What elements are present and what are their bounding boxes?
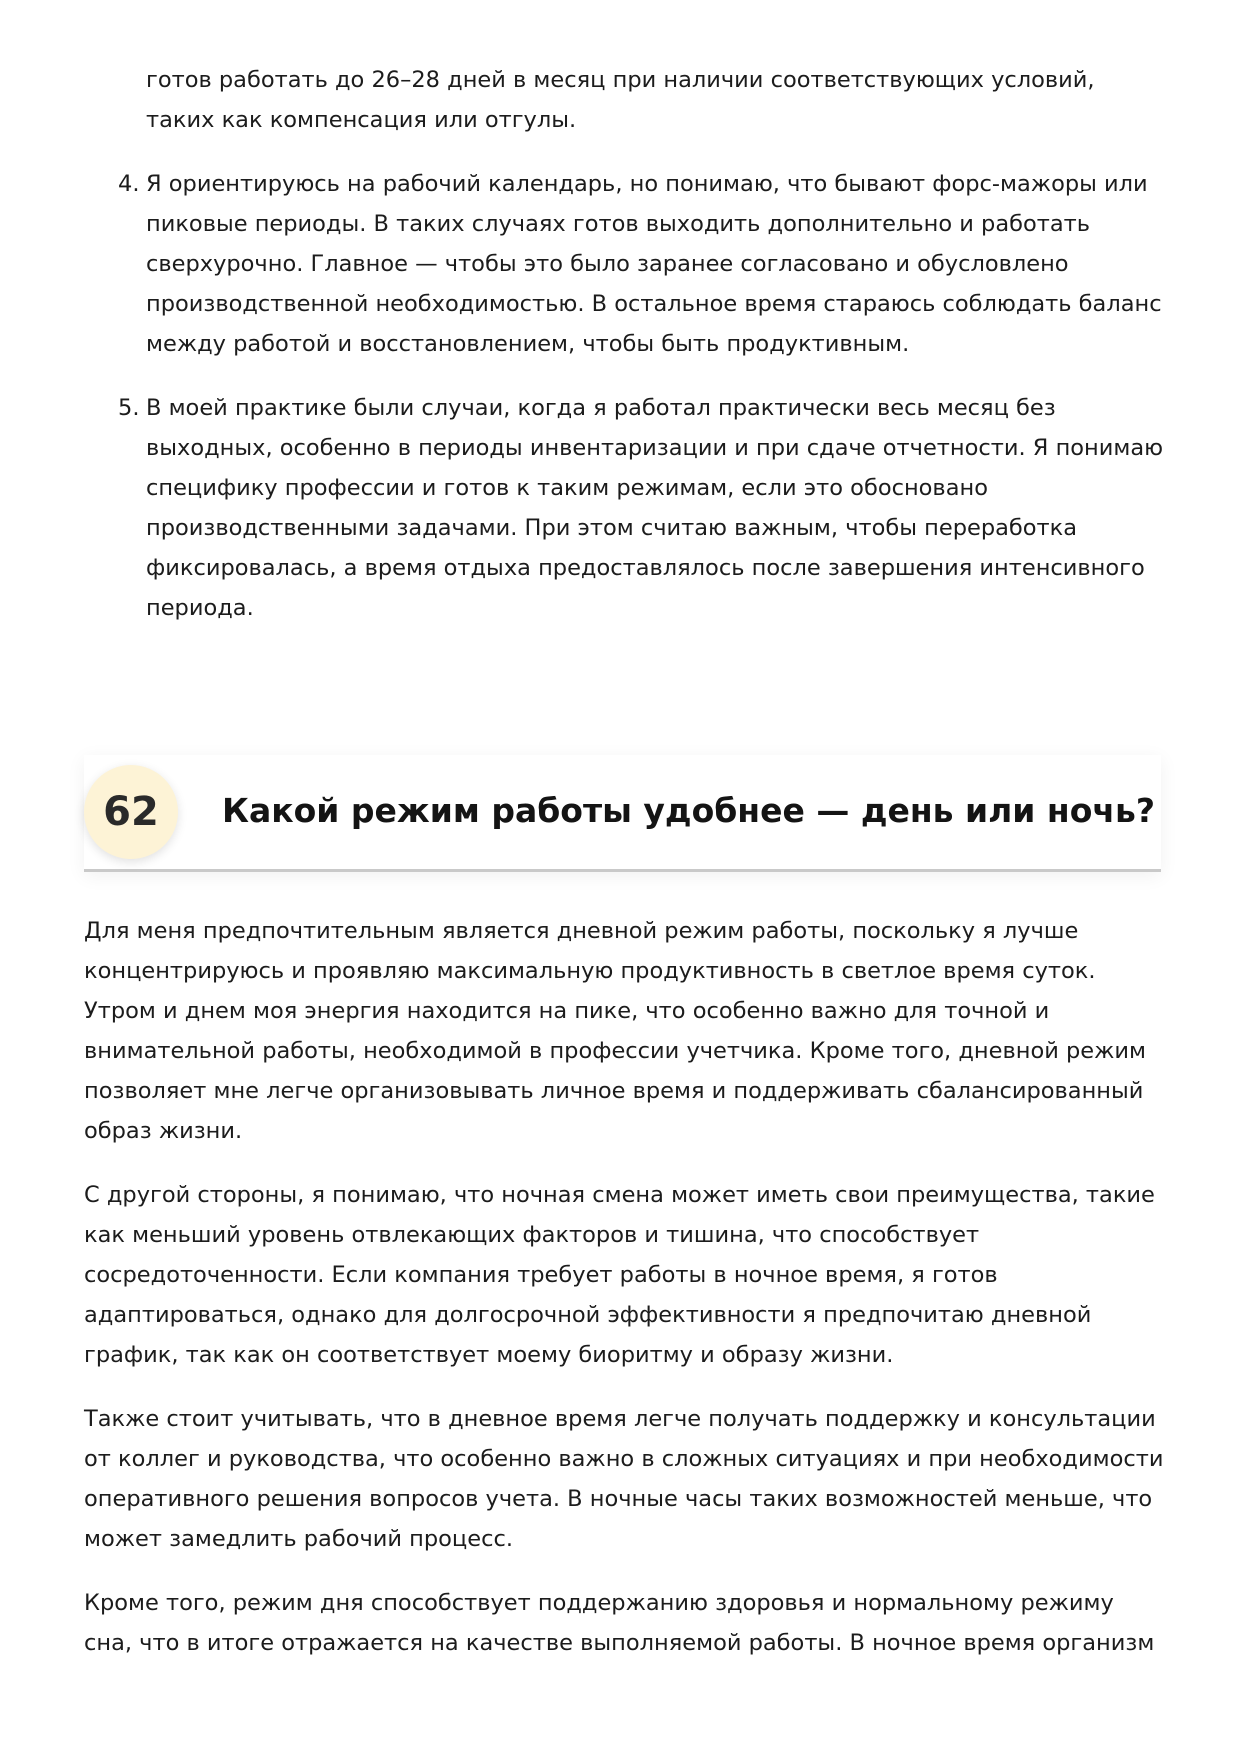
- answer-body: [84, 911, 1164, 1687]
- list-item-continued: [84, 60, 1164, 140]
- list-item: [84, 164, 1164, 364]
- list-item-number: 5.: [118, 395, 140, 421]
- list-item-text: Я ориентируюсь на рабочий календарь, но понимаю, что бывают форс-мажоры или пиковые периоды. В таких случаях готов выходить дополнительно и работать сверхурочно. Главное — чтобы это было заранее согласовано и обусловлено производственной необходимостью. В остальное время стараюсь соблюдать баланс между работой и восстановлением, чтобы быть продуктивным.: [146, 171, 1162, 357]
- question-title: Какой режим работы удобнее — день или ночь?: [222, 791, 1156, 830]
- answer-paragraph: Кроме того, режим дня способствует поддержанию здоровья и нормальному режиму сна, что в итоге отражается на качестве выполняемой работы. В ночное время организм: [84, 1590, 1155, 1656]
- list-item-text: готов работать до 26–28 дней в месяц при наличии соответствующих условий, таких как компенсация или отгулы.: [146, 67, 1095, 133]
- question-number-badge: 62: [84, 765, 178, 859]
- continued-answer-list: [84, 60, 1164, 652]
- question-header: [84, 755, 1161, 872]
- list-item-text: В моей практике были случаи, когда я работал практически весь месяц без выходных, особенно в периоды инвентаризации и при сдаче отчетности. Я понимаю специфику профессии и готов к таким режимам, если это обосновано производственными задачами. При этом считаю важным, чтобы переработка фиксировалась, а время отдыха предоставлялось после завершения интенсивного периода.: [146, 395, 1164, 621]
- list-item-number: 4.: [118, 171, 140, 197]
- answer-paragraph: Для меня предпочтительным является дневной режим работы, поскольку я лучше концентрируюсь и проявляю максимальную продуктивность в светлое время суток. Утром и днем моя энергия находится на пике, что особенно важно для точной и внимательной работы, необходимой в профессии учетчика. Кроме того, дневной режим позволяет мне легче организовывать личное время и поддерживать сбалансированный образ жизни.: [84, 918, 1146, 1144]
- answer-paragraph: С другой стороны, я понимаю, что ночная смена может иметь свои преимущества, такие как меньший уровень отвлекающих факторов и тишина, что способствует сосредоточенности. Если компания требует работы в ночное время, я готов адаптироваться, однако для долгосрочной эффективности я предпочитаю дневной график, так как он соответствует моему биоритму и образу жизни.: [84, 1182, 1155, 1368]
- list-item: [84, 388, 1164, 628]
- answer-paragraph: Также стоит учитывать, что в дневное время легче получать поддержку и консультации от коллег и руководства, что особенно важно в сложных ситуациях и при необходимости оперативного решения вопросов учета. В ночные часы таких возможностей меньше, что может замедлить рабочий процесс.: [84, 1406, 1164, 1552]
